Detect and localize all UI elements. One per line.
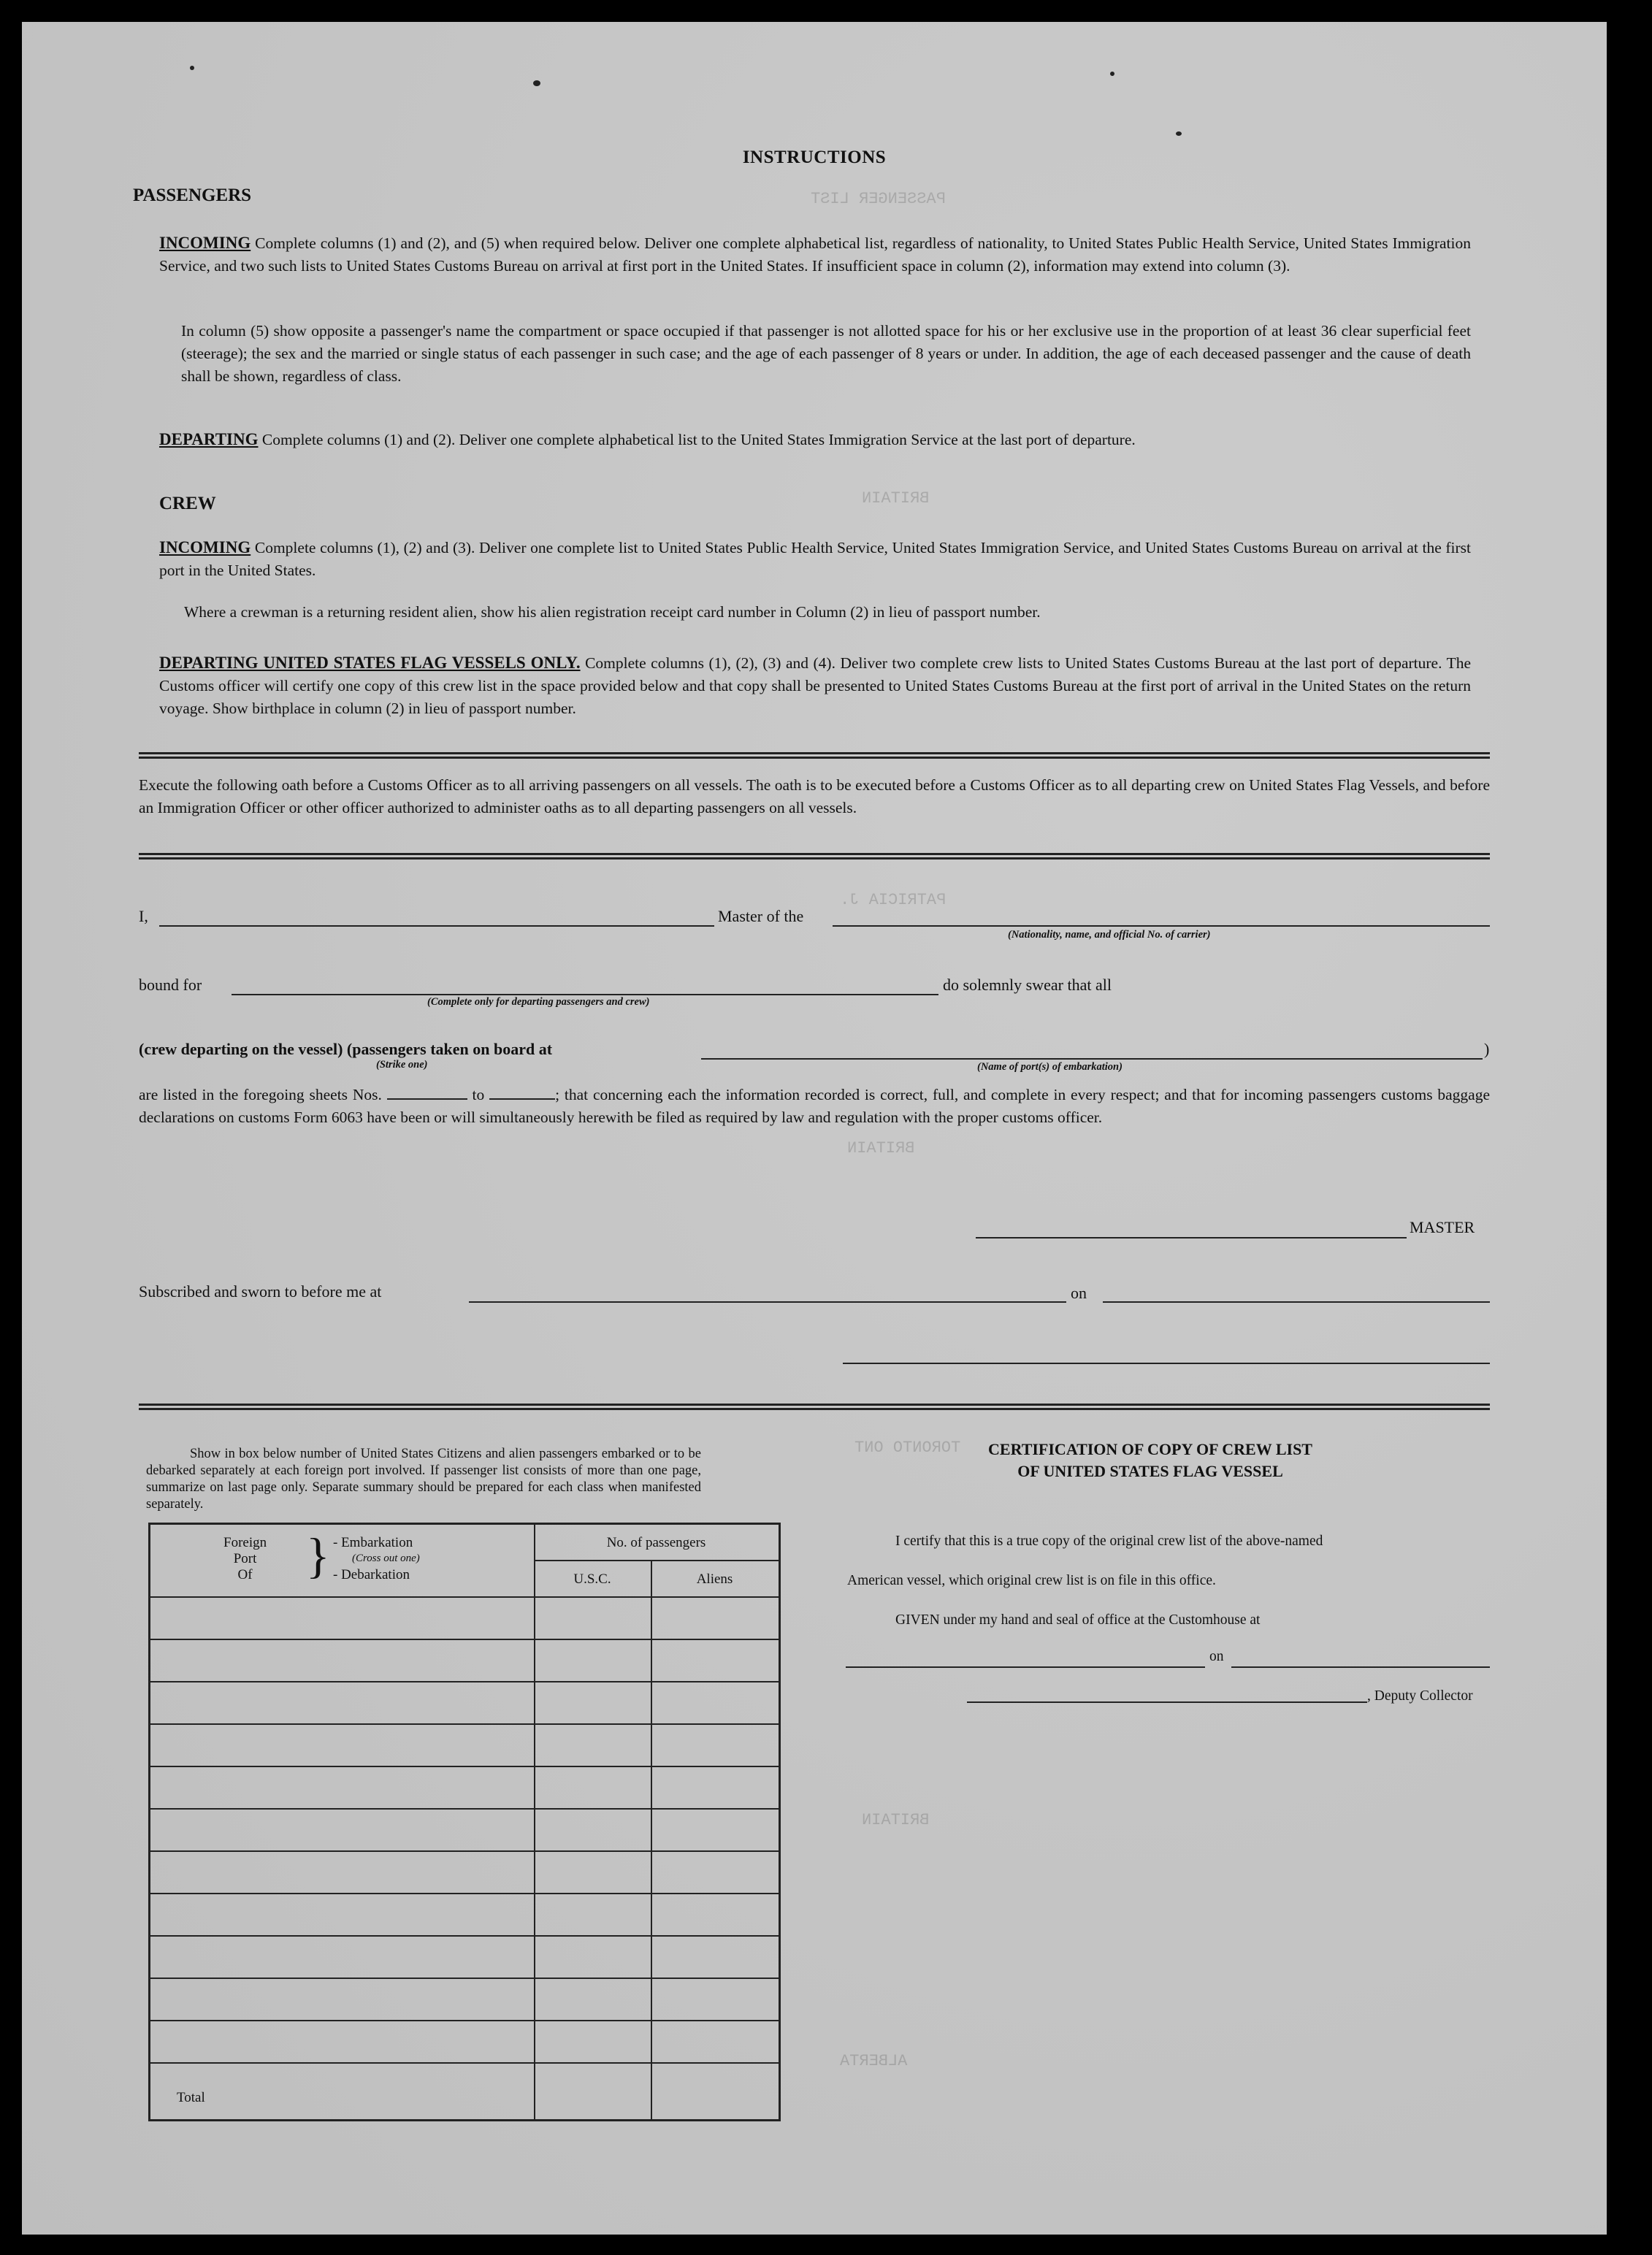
debarkation-label: - Debarkation: [333, 1567, 410, 1582]
given-under-hand-text: GIVEN under my hand and seal of office at the Customhouse at: [895, 1612, 1261, 1628]
certify-text-2: American vessel, which original crew list is on file in this office.: [847, 1573, 1216, 1588]
sworn-on-label: on: [1071, 1284, 1087, 1302]
passengers-departing-label: DEPARTING: [159, 430, 259, 448]
bound-for-label: bound for: [139, 976, 202, 994]
certification-title: [869, 1439, 1431, 1482]
embarkation-label: - Embarkation: [333, 1535, 413, 1550]
table-row: [150, 2062, 779, 2064]
sheet-to-field[interactable]: [489, 1085, 555, 1100]
table-row: [150, 1766, 779, 1767]
ink-speck: [190, 66, 194, 70]
table-column-divider: [534, 1525, 535, 2119]
master-of-the-label: Master of the: [718, 907, 804, 925]
table-row: [150, 1850, 779, 1852]
table-header-divider: [534, 1560, 779, 1561]
crew-incoming-label: INCOMING: [159, 538, 251, 556]
page-title: INSTRUCTIONS: [742, 148, 887, 167]
passenger-summary-table: [148, 1523, 781, 2121]
listed-to-label: to: [472, 1086, 485, 1103]
oath-i-label: I,: [139, 907, 148, 925]
table-row: [150, 1681, 779, 1682]
table-row: [150, 1723, 779, 1725]
carrier-line[interactable]: [833, 925, 1490, 927]
listed-sheets-text-2: ; that concerning each the information recorded is correct, full, and complete in every respect; and that for incoming passengers customs baggage declarations on customs Form 6063 have been or will simultaneously herewith be filed as required by law and regulation with the proper customs officer.: [139, 1086, 1491, 1126]
embarkation-port-line[interactable]: [701, 1058, 1483, 1060]
deputy-collector-signature-line[interactable]: [967, 1701, 1367, 1703]
table-column-divider: [651, 1561, 652, 2119]
oath-intro-paragraph: Execute the following oath before a Customs Officer as to all arriving passengers on all vessels. The oath is to be executed before a Customs Officer as to all departing crew on United States Flag Vessels, and before an Immigration Officer or other officer authorized to administer oaths as to all departing passengers on all vessels.: [139, 776, 1490, 816]
sheet-from-field[interactable]: [387, 1085, 467, 1100]
cross-out-caption: (Cross out one): [352, 1553, 420, 1564]
deputy-collector-label: , Deputy Collector: [1367, 1688, 1473, 1704]
no-of-passengers-header: No. of passengers: [606, 1535, 706, 1550]
crew-departing-label: DEPARTING UNITED STATES FLAG VESSELS ONLY.: [159, 654, 581, 672]
listed-sheets-paragraph: [139, 1084, 1490, 1129]
passengers-incoming-paragraph: [159, 231, 1471, 277]
port-word: Port: [233, 1551, 257, 1566]
passengers-incoming-label: INCOMING: [159, 234, 251, 252]
passengers-incoming-text: Complete columns (1) and (2), and (5) when required below. Deliver one complete alphabetical list, regardless of nationality, to United States Public Health Service, United States Immigration Service, and two such lists to United States Customs Bureau on arrival at first port in the United States. If insufficient space in column (2), information may extend into column (3).: [159, 234, 1472, 275]
strike-one-caption: (Strike one): [376, 1059, 428, 1071]
crew-departing-paragraph: [159, 651, 1471, 720]
of-word: Of: [237, 1567, 253, 1582]
foreign-word: Foreign: [223, 1535, 267, 1550]
bound-for-caption: (Complete only for departing passengers and crew): [427, 996, 650, 1008]
table-row: [150, 2020, 779, 2021]
listed-sheets-text-1: are listed in the foregoing sheets Nos.: [139, 1086, 382, 1103]
ink-speck: [1110, 72, 1114, 76]
crew-departing-text: Complete columns (1), (2), (3) and (4). Deliver two complete crew lists to United States Customs Bureau at the last port of departure. The Customs officer will certify one copy of this crew list in the space provided below and that copy shall be presented to United States Customs Bureau at the first port of arrival in the United States on the return voyage. Show birthplace in column (2) in lieu of passport number.: [159, 654, 1472, 717]
summary-instructions: Show in box below number of United States Citizens and alien passengers embarked or to be debarked separately at each foreign port involved. If passenger list consists of more than one page, summarize on last page only. Separate summary should be prepared for each class when manifested separately.: [146, 1447, 701, 1512]
table-header-bottom: [150, 1596, 779, 1598]
certify-text-1: I certify that this is a true copy of the original crew list of the above-named: [895, 1534, 1323, 1549]
document-sheet: PASSENGER LIST BRITAIN PATRICIA J. BRITAIN TORONTO ONT BRITAIN ALBERTA INSTRUCTIONS PASSENGERS INCOMING Complete columns (1) and (2), and (5) when required below. Deliver one complete alphabetical list, regardless of nationality, to United States Public Health Service, United States Immigration Service, and two such lists to United States Customs Bureau on arrival at first port in the United States. If insufficient space in column (2), information may extend into column (3). In column (5) show opposite a passenger's name the compartment or space occupied if that passenger is not allotted space for his or her exclusive use in the proportion of at least 36 clear superficial feet (steerage); the sex and the married or single status of each passenger in such case; and the age of each passenger of 8 years or under. In addition, the age of each deceased passenger and the cause of death shall be shown, regardless of class. DEPARTING Complete columns (1) and (2). Deliver one complete alphabetical list to the United States Immigration Service at the last port of departure. CREW INCOMING Complete columns (1), (2) and (3). Deliver one complete list to United States Public Health Service, United States Immigration Service, and United States Customs Bureau on arrival at the first port in the United States. Where a crewman is a returning resident alien, show his alien registration receipt card number in Column (2) in lieu of passport number. DEPARTING UNITED STATES FLAG VESSELS ONLY. Complete columns (1), (2), (3) and (4). Deliver two complete crew lists to United States Customs Bureau at the last port of departure. The Customs officer will certify one copy of this crew list in the space provided below and that copy shall be presented to United States Customs Bureau at the first port of arrival in the United States on the return voyage. Show birthplace in column (2) in lieu of passport number. Execute the following oath before a Customs Officer as to all arriving passengers on all vessels. The oath is to be executed before a Customs Officer as to all departing crew on United States Flag Vessels, and before an Immigration Officer or other officer authorized to administer oaths as to all departing passengers on all vessels. I, Master of the (Nationality, name, and official No. of carrier) bound for (Complete only for departing passengers and crew) do solemnly swear that all (crew departing on the vessel) (passengers taken on board at ) (Strike one) (Name of port(s) of embarkation) are listed in the foregoing sheets Nos. to ; that concerning each the information recorded is correct, full, and complete in every respect; and that for incoming passengers customs baggage declarations on customs Form 6063 have been or will simultaneously herewith be filed as required by law and regulation with the proper customs officer. MASTER Subscribed and sworn to before me at on Show in box below number of United States Citizens and alien passengers embarked or to be debarked separately at each foreign port involved. If passenger list consists of more than one page, summarize on last page only. Separate summary should be prepared for each class when manifested separately. Foreign Port Of } - Embarkation (Cross out one) - Debarkation No. of passengers U.S.C. Aliens Total CERTIFICATION OF COPY OF CREW LIST OF UNITED STATES FLAG VESSEL I certify that this is a true copy of the original crew list of the above-named American vessel, which original crew list is on file in this office. GIVEN under my hand and seal of office at the Customhouse at on , Deputy Collector: [22, 22, 1607, 2235]
master-label: MASTER: [1410, 1218, 1475, 1236]
ink-speck: [533, 80, 540, 86]
table-row: [150, 1639, 779, 1640]
crew-alien-paragraph: Where a crewman is a returning resident alien, show his alien registration receipt card number in Column (2) in lieu of passport number.: [184, 603, 1041, 621]
double-rule-divider: [139, 752, 1490, 759]
solemnly-swear-text: do solemnly swear that all: [943, 976, 1112, 994]
crew-incoming-text: Complete columns (1), (2) and (3). Deliver one complete list to United States Public Health Service, United States Immigration Service, and United States Customs Bureau on arrival at the first port in the United States.: [159, 539, 1472, 579]
crew-heading: CREW: [159, 494, 216, 513]
passengers-departing-paragraph: [159, 428, 1471, 451]
aliens-header: Aliens: [696, 1571, 733, 1587]
certification-title-line-2: OF UNITED STATES FLAG VESSEL: [1017, 1462, 1283, 1480]
passengers-heading: PASSENGERS: [133, 185, 252, 205]
sworn-location-line[interactable]: [469, 1301, 1066, 1303]
carrier-caption: (Nationality, name, and official No. of carrier): [1008, 929, 1211, 941]
table-row: [150, 1978, 779, 1979]
usc-header: U.S.C.: [573, 1571, 611, 1587]
close-paren: ): [1484, 1040, 1490, 1058]
ink-speck: [1176, 131, 1182, 136]
table-row: [150, 1808, 779, 1810]
passengers-departing-text: Complete columns (1) and (2). Deliver one complete alphabetical list to the United States Immigration Service at the last port of departure.: [261, 431, 1136, 448]
customhouse-line[interactable]: [846, 1666, 1205, 1668]
certification-date-line[interactable]: [1231, 1666, 1490, 1668]
double-rule-divider: [139, 1404, 1490, 1410]
embarkation-caption: (Name of port(s) of embarkation): [977, 1061, 1123, 1073]
master-signature-line[interactable]: [976, 1237, 1407, 1238]
crew-incoming-paragraph: [159, 536, 1471, 582]
crew-passengers-strike-text: (crew departing on the vessel) (passengers taken on board at: [139, 1040, 553, 1058]
column5-paragraph: In column (5) show opposite a passenger's name the compartment or space occupied if that passenger is not allotted space for his or her exclusive use in the proportion of at least 36 clear superficial feet (steerage); the sex and the married or single status of each passenger in such case; and the age of each passenger of 8 years or under. In addition, the age of each deceased passenger and the cause of death shall be shown, regardless of class.: [181, 322, 1471, 385]
sworn-date-line[interactable]: [1103, 1301, 1490, 1303]
subscribed-sworn-label: Subscribed and sworn to before me at: [139, 1282, 382, 1301]
certification-title-line-1: CERTIFICATION OF COPY OF CREW LIST: [988, 1440, 1312, 1458]
table-row: [150, 1935, 779, 1937]
table-row: [150, 1893, 779, 1894]
brace-glyph: }: [306, 1528, 330, 1583]
sworn-officer-line[interactable]: [843, 1363, 1490, 1364]
total-label: Total: [177, 2090, 205, 2105]
foreign-port-of-label: [223, 1535, 267, 1583]
certification-on-label: on: [1209, 1649, 1224, 1664]
double-rule-divider: [139, 853, 1490, 859]
bound-for-line[interactable]: [232, 994, 938, 995]
master-name-line[interactable]: [159, 925, 714, 927]
